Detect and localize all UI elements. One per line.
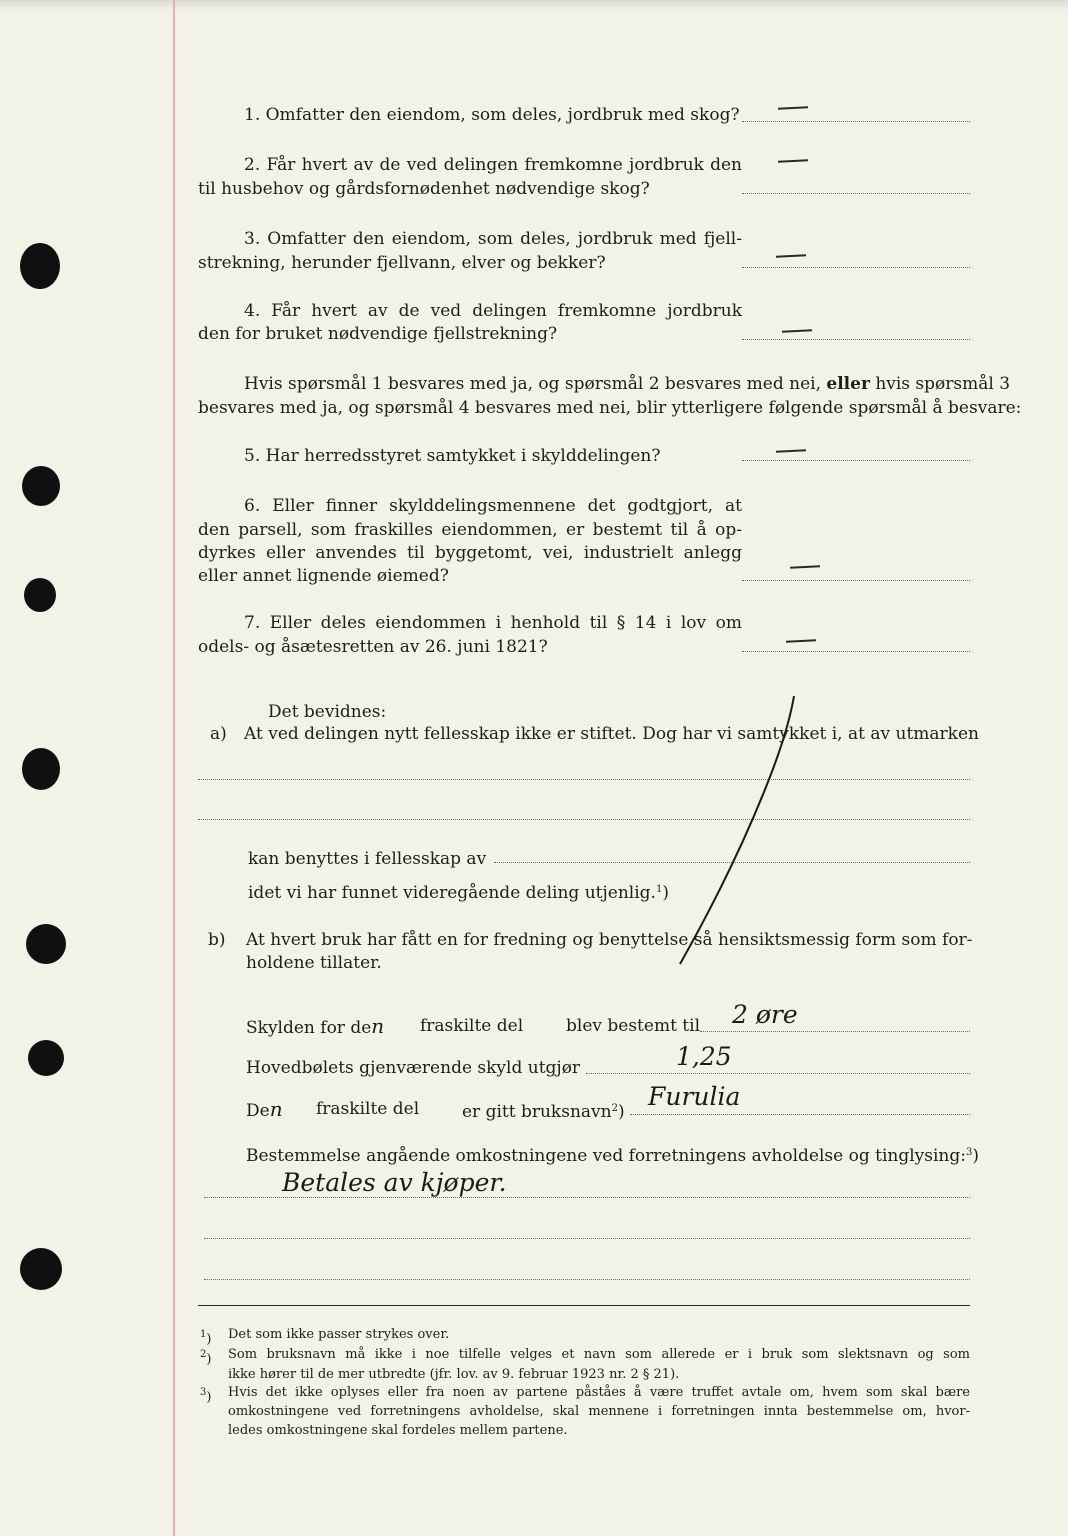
footnote-3-line-3: ledes omkostningene skal fordeles mellem partene. — [228, 1423, 568, 1438]
question-3-line-1: 3. Omfatter den eiendom, som deles, jordbruk med fjell- — [244, 229, 742, 249]
answer-line — [742, 460, 970, 461]
margin-line — [173, 0, 175, 1536]
navn-label-a: De — [246, 1101, 270, 1121]
hoved-value: 1,25 — [676, 1042, 732, 1071]
attest-b-line-1: At hvert bruk har fått en for fredning og benyttelse så hensiktsmessig form som for- — [246, 930, 973, 950]
attest-a-label: a) — [210, 724, 227, 744]
blank-line — [204, 1279, 970, 1280]
skyld-label-a: Skylden for de — [246, 1018, 372, 1038]
attest-b-line-2: holdene tillater. — [246, 953, 382, 973]
shared-use-label: kan benyttes i fellesskap av — [248, 849, 487, 869]
binder-hole — [20, 243, 60, 289]
answer-dash — [786, 639, 816, 643]
skyld-handwritten-suffix: n — [371, 1014, 385, 1038]
answer-line — [742, 193, 970, 194]
footnote-ref: 1 — [655, 884, 663, 895]
footnote-2-mark: $^2$) — [200, 1349, 212, 1367]
blank-line — [204, 1238, 970, 1239]
skyld-value: 2 øre — [732, 1000, 798, 1029]
cost-value: Betales av kjøper. — [282, 1168, 507, 1197]
footnote-2-line-1: Som bruksnavn må ikke i noe tilfelle velges et navn som allerede er i bruk som slektsnavn og som — [228, 1347, 970, 1362]
answer-dash — [778, 159, 808, 163]
footnote-1-text: Det som ikke passer strykes over. — [228, 1327, 450, 1342]
navn-label — [246, 1098, 283, 1122]
answer-line — [742, 267, 970, 268]
navn-label-text: er gitt bruksnavn — [462, 1102, 612, 1122]
condition-line-2: besvares med ja, og spørsmål 4 besvares med nei, blir ytterligere følgende spørsmål å besvare: — [198, 398, 1022, 418]
footnote-separator — [198, 1305, 970, 1306]
question-3-line-2: strekning, herunder fjellvann, elver og bekker? — [198, 253, 606, 273]
question-6-line-3: dyrkes eller anvendes til byggetomt, vei, industrielt anlegg — [198, 543, 742, 563]
cost-line — [204, 1197, 970, 1198]
question-6-line-4: eller annet lignende øiemed? — [198, 566, 449, 586]
answer-line — [742, 580, 970, 581]
binder-hole — [24, 578, 56, 612]
found-text-body: idet vi har funnet videregående deling utjenlig. — [248, 883, 656, 903]
binder-hole — [22, 748, 60, 790]
skyld-label — [246, 1015, 384, 1039]
footnote-ref: 2 — [611, 1103, 618, 1114]
footnote-1-mark: $^1$) — [200, 1329, 212, 1347]
cost-label — [246, 1142, 979, 1167]
navn-label-b: fraskilte del — [316, 1099, 420, 1119]
answer-line — [742, 339, 970, 340]
paren-close: ) — [617, 1102, 625, 1122]
question-2-line-2: til husbehov og gårdsfornødenhet nødvendige skog? — [198, 179, 650, 199]
blank-line — [198, 779, 970, 780]
question-1-text: 1. Omfatter den eiendom, som deles, jordbruk med skog? — [244, 105, 740, 125]
navn-line — [630, 1114, 970, 1115]
footnote-3-mark: $^3$) — [200, 1387, 212, 1405]
navn-handwritten-suffix: n — [269, 1097, 283, 1121]
question-5-text: 5. Har herredsstyret samtykket i skylddelingen? — [244, 446, 661, 466]
answer-dash — [776, 254, 806, 258]
attest-b-label: b) — [208, 930, 226, 950]
question-6-line-2: den parsell, som fraskilles eiendommen, er bestemt til å op- — [198, 520, 742, 540]
binder-hole — [22, 466, 60, 506]
footnote-3-line-2: omkostningene ved forretningens avholdelse, skal mennene i forretningen innta bestemmelse om, hvor- — [228, 1404, 970, 1419]
paren-close: ) — [972, 1146, 979, 1166]
skyld-line — [700, 1031, 970, 1032]
footnote-mark: 3 — [200, 1387, 207, 1398]
attest-heading: Det bevidnes: — [268, 702, 387, 722]
condition-line-1 — [244, 373, 1011, 395]
question-6-line-1: 6. Eller finner skylddelingsmennene det godtgjort, at — [244, 496, 742, 516]
question-7-line-1: 7. Eller deles eiendommen i henhold til § 14 i lov om — [244, 613, 742, 633]
condition-bold-word: eller — [826, 374, 870, 394]
answer-dash — [776, 449, 806, 453]
blank-line — [198, 819, 970, 820]
question-7-line-2: odels- og åsætesretten av 26. juni 1821? — [198, 637, 548, 657]
answer-dash — [782, 329, 812, 333]
binder-hole — [20, 1248, 62, 1290]
hoved-label: Hovedbølets gjenværende skyld utgjør — [246, 1058, 581, 1078]
skyld-label-b: fraskilte del — [420, 1016, 524, 1036]
condition-text-b: hvis spørsmål 3 — [875, 374, 1011, 394]
binder-hole — [28, 1040, 64, 1076]
footnote-mark: 1 — [200, 1329, 207, 1340]
binder-hole — [26, 924, 66, 964]
navn-value: Furulia — [648, 1082, 741, 1111]
hoved-line — [586, 1073, 970, 1074]
question-2-line-1: 2. Får hvert av de ved delingen fremkomne jordbruk den — [244, 155, 742, 175]
footnote-2-line-2: ikke hører til de mer utbredte (jfr. lov. av 9. februar 1923 nr. 2 § 21). — [228, 1367, 680, 1382]
answer-line — [742, 121, 970, 122]
question-4-line-1: 4. Får hvert av de ved delingen fremkomne jordbruk — [244, 301, 742, 321]
strike-through-line — [670, 692, 800, 972]
skyld-label-c: blev bestemt til — [566, 1016, 701, 1036]
answer-line — [742, 651, 970, 652]
answer-dash — [778, 106, 808, 110]
navn-label-c — [462, 1098, 625, 1123]
cost-label-text: Bestemmelse angående omkostningene ved forretningens avholdelse og tinglysing: — [246, 1146, 966, 1166]
footnote-3-line-1: Hvis det ikke oplyses eller fra noen av partene påståes å være truffet avtale om, hvem som skal bære — [228, 1385, 970, 1400]
answer-dash — [790, 565, 820, 569]
found-text: idet vi har funnet videregående deling utjenlig.$^1$) — [248, 883, 669, 903]
page-edge-shadow — [0, 0, 1068, 10]
footnote-ref: 3 — [965, 1147, 973, 1158]
question-4-line-2: den for bruket nødvendige fjellstrekning? — [198, 324, 558, 344]
attest-a-text: At ved delingen nytt fellesskap ikke er stiftet. Dog har vi samtykket i, at av utmarken — [244, 724, 979, 744]
condition-text-a: Hvis spørsmål 1 besvares med ja, og spørsmål 2 besvares med nei, — [244, 374, 821, 394]
footnote-mark: 2 — [200, 1349, 207, 1360]
